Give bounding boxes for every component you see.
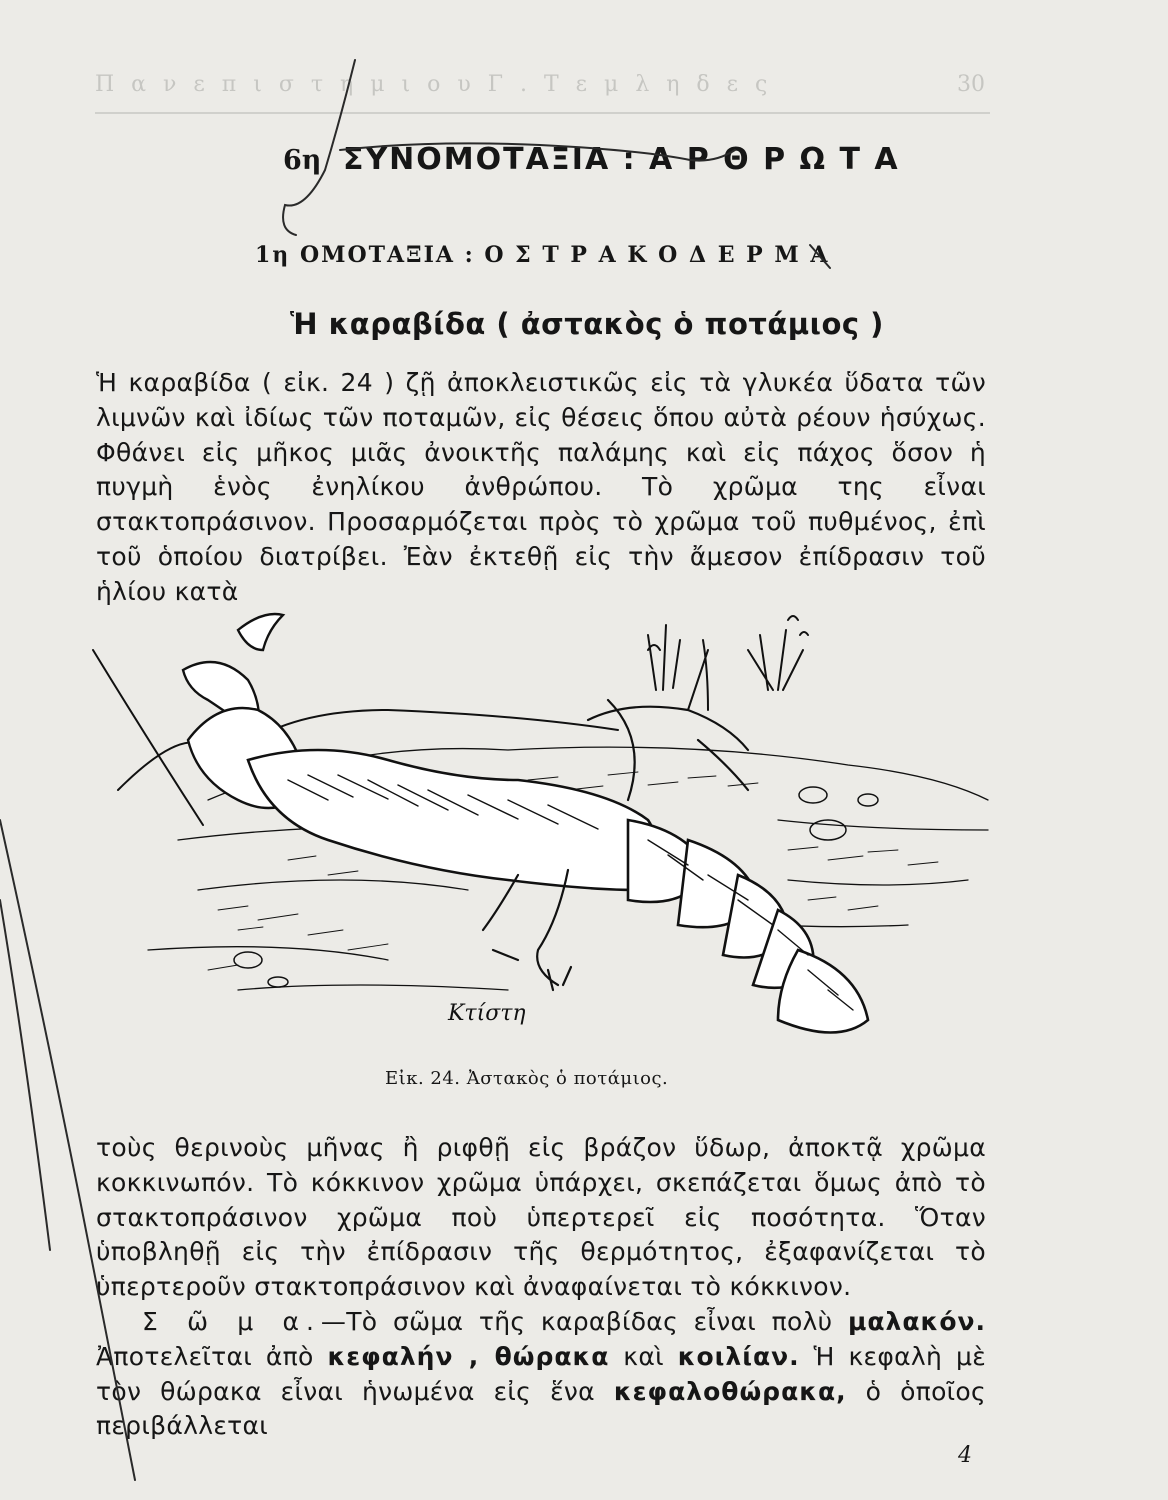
bleed-through-header (95, 72, 985, 97)
body-text-3: καὶ (609, 1341, 678, 1371)
body-text-1: —Τὸ σῶμα τῆς καραβίδας εἶναι πολὺ (320, 1307, 848, 1336)
paragraph-color: τοὺς θερινοὺς μῆνας ἢ ριφθῇ εἰς βράζον ὕδωρ, ἀποκτᾷ χρῶμα κοκκινωπόν. Τὸ κόκκινον χρῶμα ὑπάρχει, σκεπάζεται ὅμως ἀπὸ τὸ στακτοπράσινον χρῶμα ποὺ ὑπερτερεῖ εἰς ποσότητα. Ὅταν ὑποβληθῇ εἰς τὴν ἐπίδρασιν τῆς θερμότητος, ἐξαφανίζεται τὸ ὑπερτεροῦν στακτοπράσινον καὶ ἀναφαίνεται τὸ κόκκινον. (96, 1133, 986, 1302)
section-lead: Σ ῶ μ α. (142, 1307, 321, 1336)
term-malakon: μαλακόν. (847, 1307, 987, 1336)
paragraph-body (96, 1305, 986, 1444)
term-cephalothorax: κεφαλοθώρακα, (613, 1376, 847, 1406)
paragraph-habitat: Ἡ καραβίδα ( εἰκ. 24 ) ζῇ ἀποκλειστικῶς εἰς τὰ γλυκέα ὕδατα τῶν λιμνῶν καὶ ἰδίως τῶν ποταμῶν, εἰς θέσεις ὅπου αὐτὰ ρέουν ἡσύχως. Φθάνει εἰς μῆκος μιᾶς ἀνοικτῆς παλάμης καὶ εἰς πάχος ὅσον ἡ πυγμὴ ἑνὸς ἐνηλίκου ἀνθρώπου. Τὸ χρῶμα της εἶναι στακτοπράσινον. Προσαρμόζεται πρὸς τὸ χρῶμα τοῦ πυθμένος, ἐπὶ τοῦ ὁποίου διατρίβει. Ἐὰν ἐκτεθῇ εἰς τὴν ἄμεσον ἐπίδρασιν τοῦ ἡλίου κατὰ (96, 368, 986, 606)
crayfish-illustration (88, 590, 1008, 1060)
figure-caption: Εἰκ. 24. Ἀστακὸς ὁ ποτάμιος. (385, 1068, 669, 1089)
order-heading (283, 142, 900, 177)
order-name: ΣΥΝΟΜΟΤΑΞΙΑ : Α Ρ Θ Ρ Ω Τ Α (342, 142, 900, 177)
body-text-2: Ἀποτελεῖται ἀπὸ (96, 1341, 328, 1371)
bleed-through-number: 30 (957, 72, 985, 97)
order-number: 6η (283, 145, 322, 176)
term-head-thorax: κεφαλήν , θώρακα (327, 1341, 610, 1371)
body-text-4: Ἡ κεφαλὴ μὲ τὸν θώρακα εἶναι ἡνωμένα εἰς ἕνα (96, 1341, 987, 1406)
class-heading: 1η ΟΜΟΤΑΞΙΑ : Ο Σ Τ Ρ Α Κ Ο Δ Ε Ρ Μ Α (255, 242, 830, 268)
term-abdomen: κοιλίαν. (677, 1341, 800, 1371)
body-text-5: ὁ ὁποῖος περιβάλλεται (96, 1376, 986, 1441)
artist-signature: Κτίστη (448, 1001, 526, 1026)
bleed-through-text: Π α ν ε π ι σ τ η μ ι ο υ Γ . Τ ε μ λ η δ ε ς (95, 72, 773, 97)
page-number: 4 (958, 1443, 972, 1468)
species-heading: Ἡ καραβίδα ( ἀστακὸς ὁ ποτάμιος ) (290, 307, 884, 341)
bleed-through-rule (95, 112, 990, 114)
